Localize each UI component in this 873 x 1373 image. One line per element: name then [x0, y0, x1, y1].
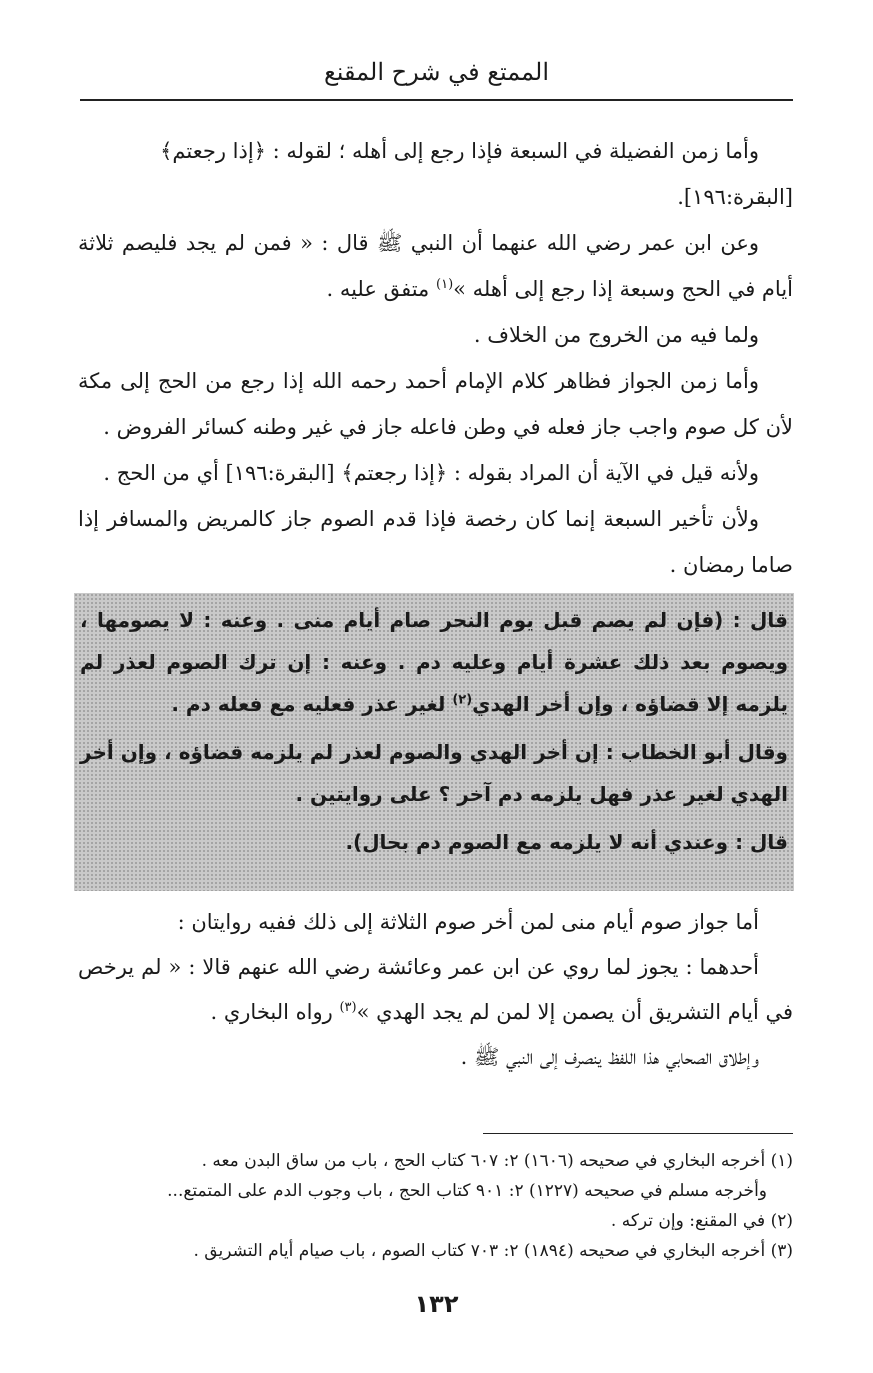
paragraph-khilaf: ولما فيه من الخروج من الخلاف .	[473, 323, 759, 347]
main-text-top	[78, 128, 793, 588]
footnote-separator	[483, 1133, 793, 1134]
paragraph-hadith-ibn-umar: وعن ابن عمر رضي الله عنهما أن النبي ﷺ قال : « فمن لم يجد فليصم ثلاثة أيام في الحج وسبعة إذا رجع إلى أهله »$^{(١)}$ متفق عليه .	[78, 231, 793, 301]
footnotes	[78, 1146, 793, 1266]
surah-reference: [البقرة:١٩٦].	[677, 185, 793, 209]
footnote-1: (١) أخرجه البخاري في صحيحه (١٦٠٦) ٢: ٦٠٧ كتاب الحج ، باب من ساق البدن معه .	[201, 1151, 793, 1171]
running-header-title: الممتع في شرح المقنع	[324, 58, 549, 86]
header-rule	[80, 99, 793, 101]
footnote-2: (٢) في المقنع: وإن تركه .	[610, 1211, 793, 1231]
paragraph-two-narrations: أما جواز صوم أيام منى لمن أخر صوم الثلاثة إلى ذلك ففيه روايتان :	[177, 910, 759, 934]
paragraph-concession: ولأن تأخير السبعة إنما كان رخصة فإذا قدم الصوم جاز كالمريض والمسافر إذا صاما رمضان .	[78, 507, 793, 577]
matn-paragraph-3: قال : وعندي أنه لا يلزمه مع الصوم دم بحال).	[345, 830, 788, 854]
footnote-3: (٣) أخرجه البخاري في صحيحه (١٨٩٤) ٢: ٧٠٣ كتاب الصوم ، باب صيام أيام التشريق .	[193, 1241, 793, 1261]
quran-citation: ﴿إذا رجعتم﴾	[160, 139, 266, 163]
matn-paragraph-1: قال : (فإن لم يصم قبل يوم النحر صام أيام منى . وعنه : لا يصومها ، ويصوم بعد ذلك عشرة أيام وعليه دم . وعنه : إن ترك الصوم لعذر لم يلزمه إلا قضاؤه ، وإن أخر الهدي$^{(٢)}$ لغير عذر فعليه مع فعله دم .	[80, 608, 788, 716]
paragraph-companion-usage: وإطلاق الصحابي هذا اللفظ ينصرف إلى النبي ﷺ .	[460, 1045, 759, 1069]
paragraph-permissible-time: وأما زمن الجواز فظاهر كلام الإمام أحمد رحمه الله إذا رجع من الحج إلى مكة لأن كل صوم واجب جاز فعله في وطن فاعله جاز في غير وطنه كسائر الفروض .	[78, 369, 793, 439]
footnote-marker-3: (٣)	[339, 1000, 357, 1015]
quran-citation: ﴿إذا رجعتم﴾	[341, 461, 448, 485]
paragraph-virtue-time: وأما زمن الفضيلة في السبعة فإذا رجع إلى أهله ؛ لقوله : ﴿إذا رجعتم﴾ [البقرة:١٩٦].	[160, 139, 793, 209]
footnote-marker-1: (١)	[436, 277, 454, 292]
matn-paragraph-2: وقال أبو الخطاب : إن أخر الهدي والصوم لعذر لم يلزمه قضاؤه ، وإن أخر الهدي لغير عذر فهل يلزمه دم آخر ؟ على روايتين .	[80, 740, 788, 806]
matn-shaded-block	[74, 593, 794, 891]
paragraph-first-narration: أحدهما : يجوز لما روي عن ابن عمر وعائشة رضي الله عنهم قالا : « لم يرخص في أيام التشريق أن يصمن إلا لمن لم يجد الهدي »$^{(٣)}$ رواه البخاري .	[78, 955, 793, 1024]
footnote-marker-2: (٢)	[452, 692, 473, 708]
main-text-bottom	[78, 900, 793, 1080]
paragraph-verse-meaning: ولأنه قيل في الآية أن المراد بقوله : ﴿إذا رجعتم﴾ [البقرة:١٩٦] أي من الحج .	[103, 461, 759, 485]
footnote-1-continued: وأخرجه مسلم في صحيحه (١٢٢٧) ٢: ٩٠١ كتاب الحج ، باب وجوب الدم على المتمتع...	[167, 1181, 767, 1201]
page-number: ١٣٢	[414, 1290, 459, 1318]
